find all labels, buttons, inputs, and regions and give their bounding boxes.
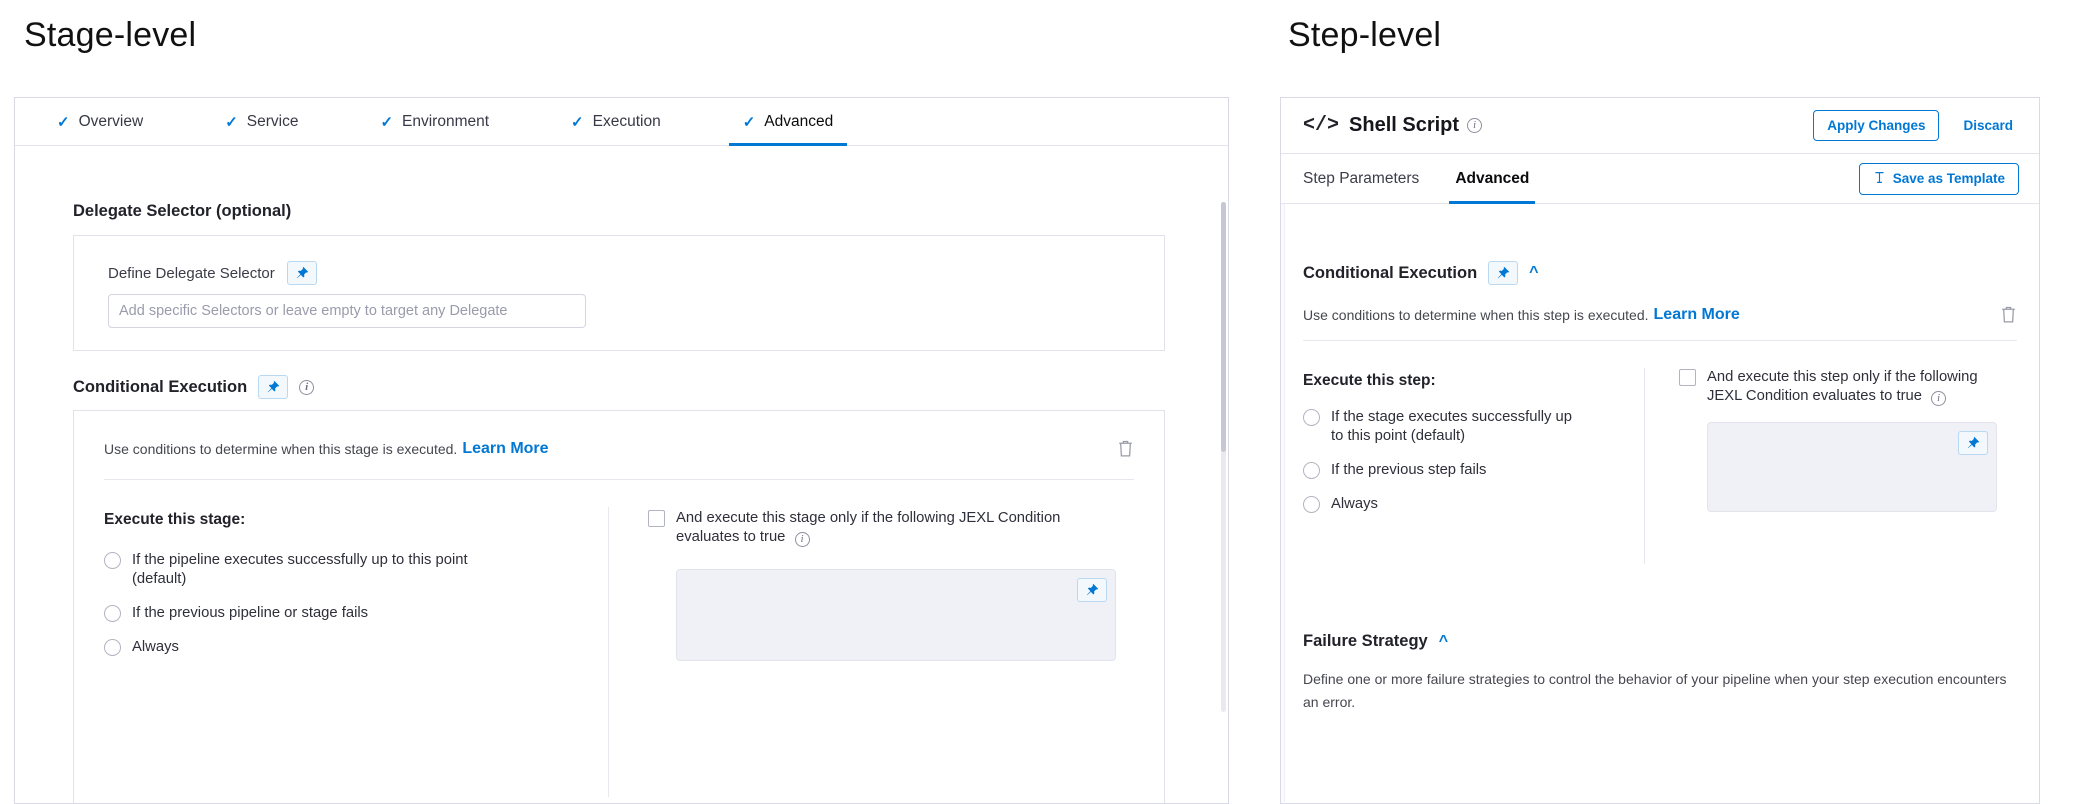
stage-conditional-execution-card <box>73 410 1165 803</box>
column-divider <box>608 507 609 797</box>
divider <box>1303 340 2017 341</box>
learn-more-link[interactable]: Learn More <box>1653 305 1740 323</box>
tab-advanced[interactable] <box>729 98 848 145</box>
divider <box>104 479 1134 480</box>
step-radio-label: Always <box>1331 496 1378 512</box>
tab-step-advanced[interactable]: Advanced <box>1455 154 1529 203</box>
stage-execute-label: Execute this stage: <box>104 511 246 528</box>
delegate-selector-label: Define Delegate Selector <box>108 264 275 282</box>
stage-execute-column <box>104 511 554 657</box>
chevron-up-icon[interactable]: ^ <box>1438 632 1449 650</box>
tab-overview[interactable] <box>43 98 157 145</box>
step-radio-option-2[interactable] <box>1303 495 1603 514</box>
checkbox-icon[interactable] <box>1679 369 1696 386</box>
radio-icon[interactable] <box>104 639 121 656</box>
stage-advanced-body <box>15 146 1228 803</box>
step-radio-label: If the previous step fails <box>1331 462 1487 478</box>
stage-level-panel <box>14 97 1229 804</box>
stage-jexl-checkbox-row[interactable] <box>648 509 1118 547</box>
radio-icon[interactable] <box>104 605 121 622</box>
stage-radio-label: If the pipeline executes successfully up to this point (default) <box>132 552 468 587</box>
step-left-rail <box>1281 204 1285 802</box>
code-icon: </> <box>1303 114 1340 137</box>
checkbox-icon[interactable] <box>648 510 665 527</box>
pin-icon[interactable] <box>1488 261 1518 285</box>
failure-strategy-header <box>1303 632 1448 651</box>
stage-radio-label: Always <box>132 639 179 655</box>
step-jexl-checkbox-label <box>1707 368 1992 406</box>
step-level-heading: Step-level <box>1288 16 1442 54</box>
check-icon: ✓ <box>380 113 394 131</box>
radio-icon[interactable] <box>104 552 121 569</box>
step-radio-label: If the stage executes successfully up to this point (default) <box>1331 409 1572 444</box>
step-level-panel <box>1280 97 2040 804</box>
step-title: Shell Script <box>1349 114 1460 136</box>
save-as-template-label: Save as Template <box>1892 171 2005 186</box>
pin-icon[interactable] <box>287 261 317 285</box>
learn-more-link[interactable]: Learn More <box>462 439 549 457</box>
pin-icon[interactable] <box>1958 431 1988 455</box>
delete-icon[interactable] <box>1117 439 1134 458</box>
check-icon: ✓ <box>742 113 756 131</box>
delegate-selector-input[interactable]: Add specific Selectors or leave empty to target any Delegate <box>108 294 586 328</box>
step-header <box>1281 98 2039 154</box>
stage-radio-label: If the previous pipeline or stage fails <box>132 605 369 621</box>
info-icon[interactable]: i <box>1467 118 1482 133</box>
template-icon <box>1873 171 1886 187</box>
stage-jexl-editor[interactable] <box>676 569 1116 661</box>
stage-conditional-hint-row <box>104 439 1134 458</box>
stage-radio-option-1[interactable] <box>104 604 554 623</box>
step-conditional-hint-row <box>1303 305 2017 324</box>
radio-icon[interactable] <box>1303 462 1320 479</box>
step-execute-label: Execute this step: <box>1303 372 1436 389</box>
step-jexl-checkbox-row[interactable] <box>1679 368 1999 406</box>
stage-radio-option-2[interactable] <box>104 638 554 657</box>
info-icon[interactable]: i <box>1931 391 1946 406</box>
tab-execution[interactable] <box>557 98 675 145</box>
step-jexl-column <box>1679 368 1999 512</box>
tab-label: Environment <box>402 112 490 130</box>
step-tab-strip <box>1281 154 2039 204</box>
step-advanced-body <box>1281 204 2039 802</box>
tab-label: Overview <box>78 112 144 130</box>
step-conditional-execution-header <box>1303 261 1539 285</box>
tab-service[interactable] <box>211 98 312 145</box>
delegate-selector-card <box>73 235 1165 351</box>
delegate-selector-title: Delegate Selector (optional) <box>73 202 292 220</box>
radio-icon[interactable] <box>1303 496 1320 513</box>
step-conditional-hint: Use conditions to determine when this step is executed. <box>1303 306 1649 323</box>
step-jexl-checkbox-text: And execute this step only if the following JEXL Condition evaluates to true <box>1707 369 1978 404</box>
column-divider <box>1644 368 1645 564</box>
chevron-up-icon[interactable]: ^ <box>1529 264 1539 281</box>
stage-jexl-checkbox-label <box>676 509 1106 547</box>
stage-level-heading: Stage-level <box>24 16 197 54</box>
step-jexl-editor[interactable] <box>1707 422 1997 512</box>
stage-radio-option-0[interactable] <box>104 551 554 589</box>
pin-icon[interactable] <box>1077 578 1107 602</box>
tab-label: Advanced <box>764 112 834 130</box>
step-conditional-execution-title: Conditional Execution <box>1303 263 1478 282</box>
stage-jexl-column <box>648 509 1118 661</box>
tab-label: Execution <box>592 112 661 130</box>
stage-tab-strip <box>15 98 1228 146</box>
check-icon: ✓ <box>571 113 584 131</box>
radio-icon[interactable] <box>1303 409 1320 426</box>
tab-step-parameters[interactable]: Step Parameters <box>1303 169 1420 187</box>
save-as-template-button[interactable] <box>1859 163 2019 195</box>
failure-strategy-title: Failure Strategy <box>1303 632 1428 650</box>
tab-label: Service <box>246 112 299 130</box>
stage-jexl-checkbox-text: And execute this stage only if the following JEXL Condition evaluates to true <box>676 510 1061 545</box>
check-icon: ✓ <box>57 113 70 131</box>
tab-environment[interactable] <box>366 98 503 145</box>
failure-strategy-description: Define one or more failure strategies to control the behavior of your pipeline when your step execution encounters an error. <box>1303 671 2007 710</box>
step-radio-option-0[interactable] <box>1303 408 1603 446</box>
step-radio-option-1[interactable] <box>1303 461 1603 480</box>
pin-icon[interactable] <box>258 375 288 399</box>
check-icon: ✓ <box>225 113 238 131</box>
apply-changes-button[interactable]: Apply Changes <box>1813 110 1939 141</box>
step-execute-column <box>1303 372 1603 514</box>
stage-conditional-hint: Use conditions to determine when this stage is executed. <box>104 440 458 457</box>
stage-scrollbar-thumb[interactable] <box>1221 202 1226 452</box>
discard-button[interactable]: Discard <box>1957 117 2019 134</box>
delete-icon[interactable] <box>2000 305 2017 324</box>
stage-conditional-execution-title: Conditional Execution <box>73 377 248 396</box>
info-icon[interactable]: i <box>299 380 314 395</box>
info-icon[interactable]: i <box>795 532 810 547</box>
delegate-selector-field-row <box>108 261 317 285</box>
stage-conditional-execution-header <box>73 375 314 399</box>
